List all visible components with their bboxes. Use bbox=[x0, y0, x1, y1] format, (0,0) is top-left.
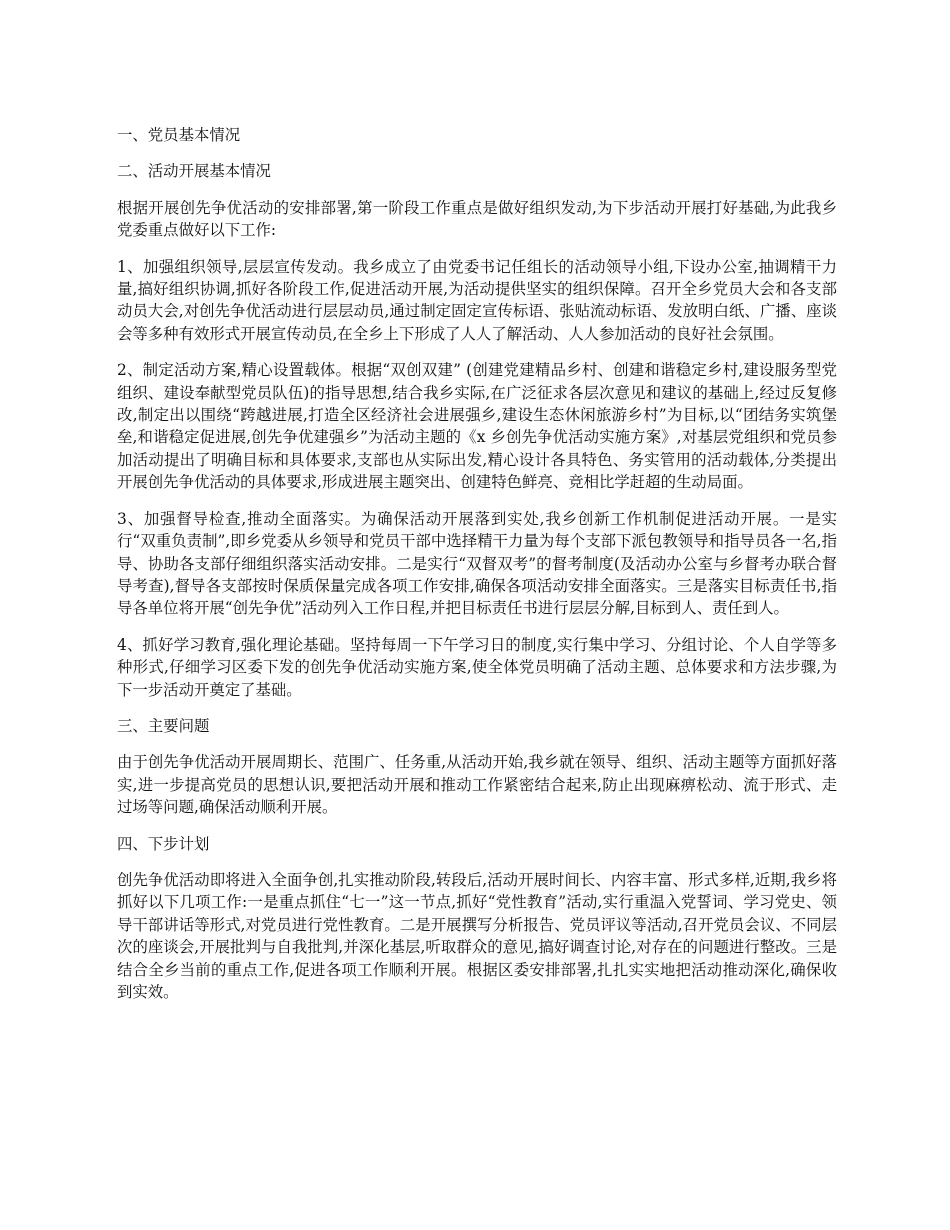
paragraph-item-4: 4、抓好学习教育,强化理论基础。坚持每周一下午学习日的制度,实行集中学习、分组讨论、个人自学等多种形式,仔细学习区委下发的创先争优活动实施方案,使全体党员明确了活动主题、总体要求和方法步骤,为下一步活动开奠定了基础。 bbox=[117, 635, 837, 699]
section-heading-party-members: 一、党员基本情况 bbox=[117, 126, 241, 144]
document-body bbox=[117, 124, 837, 1017]
section-heading-next-plan: 四、下步计划 bbox=[117, 834, 210, 853]
section-heading-activities: 二、活动开展基本情况 bbox=[117, 162, 271, 181]
intro-paragraph: 根据开展创先争优活动的安排部署,第一阶段工作重点是做好组织发动,为下步活动开展打好基础,为此我乡党委重点做好以下工作: bbox=[117, 198, 837, 240]
paragraph-item-1: 1、加强组织领导,层层宣传发动。我乡成立了由党委书记任组长的活动领导小组,下设办公室,抽调精干力量,搞好组织协调,抓好各阶段工作,促进活动开展,为活动提供坚实的组织保障。召开全乡党员大会和各支部动员大会,对创先争优活动进行层层动员,通过制定固定宣传标语、张贴流动标语、发放明白纸、广播、座谈会等多种有效形式开展宣传动员,在全乡上下形成了人人了解活动、人人参加活动的良好社会氛围。 bbox=[117, 257, 837, 343]
paragraph-item-2: 2、制定活动方案,精心设置载体。根据“双创双建” (创建党建精品乡村、创建和谐稳定乡村,建设服务型党组织、建设奉献型党员队伍)的指导思想,结合我乡实际,在广泛征求各层次意见和建议的基础上,经过反复修改,制定出以围绕“跨越进展,打造全区经济社会进展强乡,建设生态休闲旅游乡村”为目标,以“团结务实筑堡垒,和谐稳定促进展,创先争优建强乡”为活动主题的《x 乡创先争优活动实施方案》,对基层党组织和党员参加活动提出了明确目标和具体要求,支部也从实际出发,精心设计各具特色、务实管用的活动载体,分类提出开展创先争优活动的具体要求,形成进展主题突出、创建特色鲜亮、竞相比学赶超的生动局面。 bbox=[117, 361, 837, 492]
next-plan-paragraph: 创先争优活动即将进入全面争创,扎实推动阶段,转段后,活动开展时间长、内容丰富、形式多样,近期,我乡将抓好以下几项工作:一是重点抓住“七一”这一节点,抓好“党性教育”活动,实行重温入党誓词、学习党史、领导干部讲话等形式,对党员进行党性教育。二是开展撰写分析报告、党员评议等活动,召开党员会议、不同层次的座谈会,开展批判与自我批判,并深化基层,听取群众的意见,搞好调查讨论,对存在的问题进行整改。三是结合全乡当前的重点工作,促进各项工作顺利开展。根据区委安排部署,扎扎实实地把活动推动深化,确保收到实效。 bbox=[117, 870, 837, 1001]
problems-paragraph: 由于创先争优活动开展周期长、范围广、任务重,从活动开始,我乡就在领导、组织、活动主题等方面抓好落实,进一步提高党员的思想认识,要把活动开展和推动工作紧密结合起来,防止出现麻痹松动、流于形式、走过场等问题,确保活动顺利开展。 bbox=[117, 753, 837, 817]
paragraph-item-3: 3、加强督导检查,推动全面落实。为确保活动开展落到实处,我乡创新工作机制促进活动开展。一是实行“双重负责制”,即乡党委从乡领导和党员干部中选择精干力量为每个支部下派包教领导和指导员各一名,指导、协助各支部仔细组织落实活动安排。二是实行“双督双考”的督考制度(及活动办公室与乡督考办联合督导考查),督导各支部按时保质保量完成各项工作安排,确保各项活动安排全面落实。三是落实目标责任书,指导各单位将开展“创先争优”活动列入工作日程,并把目标责任书进行层层分解,目标到人、责任到人。 bbox=[117, 509, 837, 618]
section-heading-problems: 三、主要问题 bbox=[117, 716, 210, 735]
